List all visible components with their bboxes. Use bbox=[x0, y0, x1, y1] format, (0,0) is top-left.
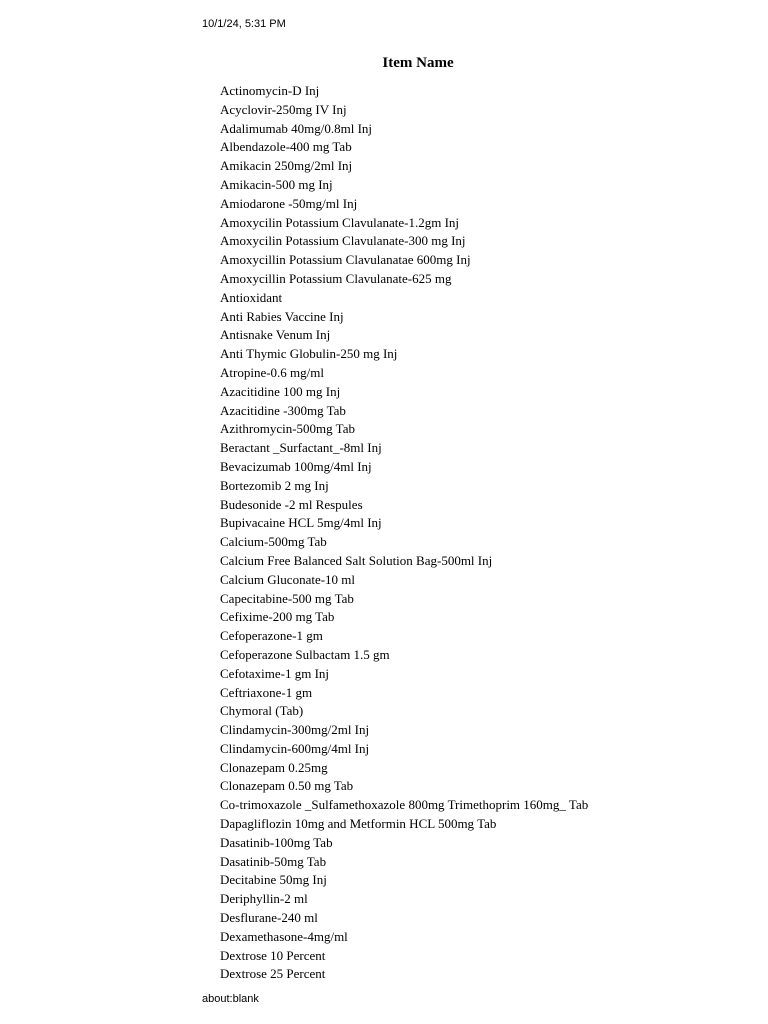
list-item: Anti Thymic Globulin-250 mg Inj bbox=[220, 346, 398, 362]
list-item: Cefotaxime-1 gm Inj bbox=[220, 665, 330, 681]
list-item: Azacitidine 100 mg Inj bbox=[220, 383, 341, 399]
list-item: Actinomycin-D Inj bbox=[220, 83, 320, 98]
list-item: Amiodarone -50mg/ml Inj bbox=[220, 195, 358, 211]
list-item: Antisnake Venum Inj bbox=[220, 327, 331, 343]
list-item: Dextrose 10 Percent bbox=[220, 947, 326, 963]
item-name-list bbox=[220, 82, 588, 984]
list-item: Azacitidine -300mg Tab bbox=[220, 402, 346, 418]
list-item: Desflurane-240 ml bbox=[220, 910, 318, 926]
print-url: about:blank bbox=[202, 993, 259, 1005]
list-item: Dasatinib-100mg Tab bbox=[220, 834, 333, 850]
list-item: Adalimumab 40mg/0.8ml Inj bbox=[220, 120, 373, 136]
list-item: Amoxycillin Potassium Clavulanatae 600mg Inj bbox=[220, 252, 471, 268]
list-item: Dasatinib-50mg Tab bbox=[220, 853, 327, 869]
list-item: Antioxidant bbox=[220, 289, 283, 305]
list-item: Ceftriaxone-1 gm bbox=[220, 684, 313, 700]
list-item: Cefoperazone Sulbactam 1.5 gm bbox=[220, 646, 390, 662]
list-item: Beractant _Surfactant_-8ml Inj bbox=[220, 440, 382, 456]
list-item: Amoxycilin Potassium Clavulanate-1.2gm Inj bbox=[220, 214, 460, 230]
list-item: Clindamycin-600mg/4ml Inj bbox=[220, 740, 370, 756]
list-item: Bupivacaine HCL 5mg/4ml Inj bbox=[220, 515, 382, 531]
list-item: Cefixime-200 mg Tab bbox=[220, 609, 335, 625]
list-item: Budesonide -2 ml Respules bbox=[220, 496, 363, 512]
list-item: Clonazepam 0.25mg bbox=[220, 759, 328, 775]
list-item: Capecitabine-500 mg Tab bbox=[220, 590, 354, 606]
list-item: Amoxycilin Potassium Clavulanate-300 mg Inj bbox=[220, 233, 466, 249]
list-item: Cefoperazone-1 gm bbox=[220, 628, 323, 644]
list-item: Acyclovir-250mg IV Inj bbox=[220, 101, 347, 117]
list-item: Albendazole-400 mg Tab bbox=[220, 139, 352, 155]
list-item: Deriphyllin-2 ml bbox=[220, 891, 308, 907]
list-item: Atropine-0.6 mg/ml bbox=[220, 364, 324, 380]
list-item: Dapagliflozin 10mg and Metformin HCL 500mg Tab bbox=[220, 816, 497, 832]
list-title: Item Name bbox=[382, 55, 454, 71]
list-item: Chymoral (Tab) bbox=[220, 703, 304, 719]
list-item: Bortezomib 2 mg Inj bbox=[220, 477, 329, 493]
list-item: Bevacizumab 100mg/4ml Inj bbox=[220, 458, 372, 474]
list-item: Amikacin 250mg/2ml Inj bbox=[220, 158, 353, 174]
list-item: Dexamethasone-4mg/ml bbox=[220, 928, 348, 944]
list-item: Decitabine 50mg Inj bbox=[220, 872, 327, 888]
list-item: Co-trimoxazole _Sulfamethoxazole 800mg Trimethoprim 160mg_ Tab bbox=[220, 797, 589, 813]
list-item: Clonazepam 0.50 mg Tab bbox=[220, 778, 354, 794]
list-item: Azithromycin-500mg Tab bbox=[220, 421, 355, 437]
list-item: Amikacin-500 mg Inj bbox=[220, 176, 333, 192]
list-item: Amoxycillin Potassium Clavulanate-625 mg bbox=[220, 270, 452, 286]
list-item: Anti Rabies Vaccine Inj bbox=[220, 308, 344, 324]
print-timestamp: 10/1/24, 5:31 PM bbox=[202, 18, 286, 30]
list-item: Calcium-500mg Tab bbox=[220, 534, 327, 550]
list-item: Dextrose 25 Percent bbox=[220, 966, 326, 982]
list-item: Clindamycin-300mg/2ml Inj bbox=[220, 722, 370, 738]
list-item: Calcium Free Balanced Salt Solution Bag-500ml Inj bbox=[220, 552, 493, 568]
list-item: Calcium Gluconate-10 ml bbox=[220, 571, 356, 587]
